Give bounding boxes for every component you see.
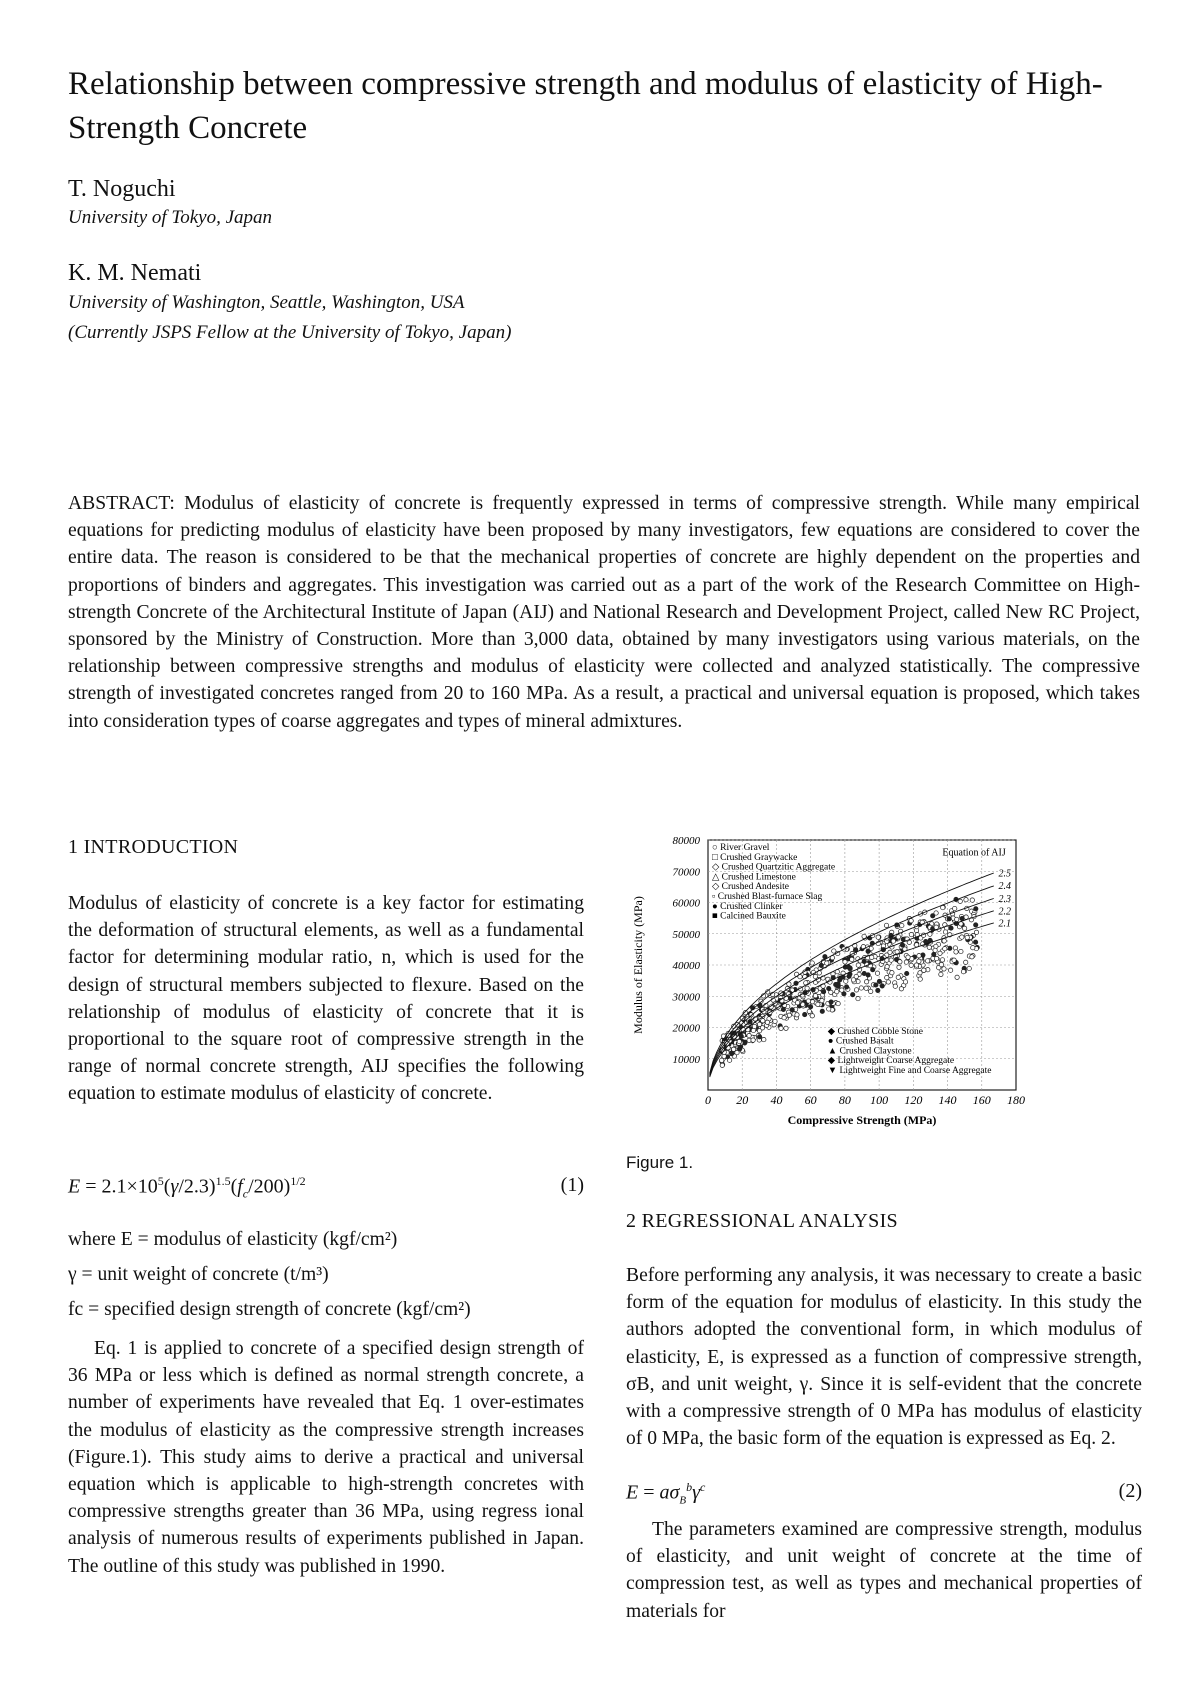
- data-point: [803, 1012, 807, 1016]
- y-tick-label: 60000: [672, 897, 700, 910]
- x-tick-label: 20: [736, 1093, 749, 1107]
- data-point: [876, 935, 880, 939]
- data-point: [952, 958, 956, 962]
- data-point: [876, 988, 880, 992]
- data-point: [974, 907, 978, 911]
- data-point: [765, 1020, 769, 1024]
- data-point: [909, 919, 913, 923]
- data-point: [964, 898, 968, 902]
- legend-item: △ Crushed Limestone: [712, 872, 796, 883]
- abstract: ABSTRACT: Modulus of elasticity of concrete is frequently expressed in terms of compressive strength. While many empirical equations for predicting modulus of elasticity have been proposed by many investigators, few equations are considered to cover the entire data. The reason is considered to be that the mechanical properties of concrete are highly dependent on the properties and proportions of binders and aggregates. This investigation was carried out as a part of the work of the Research Committee on High-strength Concrete of the Architectural Institute of Japan (AIJ) and National Research and Development Project, called New RC Project, sponsored by the Ministry of Construction. More than 3,000 data, obtained by many investigators using various materials, on the relationship between compressive strengths and modulus of elasticity were collected and analyzed statistically. The compressive strength of investigated concretes ranged from 20 to 160 MPa. As a result, a practical and universal equation is proposed, which takes into consideration types of coarse aggregates and types of mineral admixtures.: [68, 493, 1140, 732]
- x-tick-label: 0: [705, 1093, 711, 1107]
- legend-item: ○ River Gravel: [712, 843, 770, 853]
- data-point: [918, 977, 922, 981]
- data-point: [795, 1001, 799, 1005]
- data-point: [889, 958, 893, 962]
- data-point: [870, 955, 874, 959]
- data-point: [816, 1002, 820, 1006]
- data-point: [779, 1026, 783, 1030]
- data-point: [918, 971, 922, 975]
- data-point: [899, 987, 903, 991]
- intro-paragraph-2: Eq. 1 is applied to concrete of a specified design strength of 36 MPa or less which is defined as normal strength concrete, a number of experiments have revealed that Eq. 1 over-estimates the modulus of elasticity as the compressive strength increases (Figure.1). This study aims to derive a practical and universal equation which is applicable to high-strength concretes with compressive strengths greater than 36 MPa, using regress ional analysis of numerous results of experiments published in Japan. The outline of this study was published in 1990.: [68, 1338, 584, 1577]
- data-point: [720, 1058, 724, 1062]
- data-point: [932, 952, 936, 956]
- data-point: [885, 975, 889, 979]
- data-point: [927, 945, 931, 949]
- data-point: [795, 1013, 799, 1017]
- data-point: [896, 935, 900, 939]
- data-point: [955, 975, 959, 979]
- data-point: [970, 955, 974, 959]
- equation-1-number: (1): [560, 1174, 584, 1196]
- data-point: [820, 1009, 824, 1013]
- x-tick-label: 140: [938, 1093, 957, 1107]
- data-point: [761, 1019, 765, 1023]
- data-point: [862, 971, 866, 975]
- definition-gamma: γ = unit weight of concrete (t/m³): [68, 1264, 329, 1285]
- data-point: [954, 950, 958, 954]
- data-point: [730, 1051, 734, 1055]
- data-point: [880, 984, 884, 988]
- curve-label: 2.2: [998, 906, 1011, 918]
- data-point: [917, 954, 921, 958]
- regression-paragraph-2: The parameters examined are compressive strength, modulus of elasticity, and unit weight of concrete at the time of compression test, as well as types and mechanical properties of materials for: [626, 1519, 1142, 1622]
- data-point: [819, 963, 823, 967]
- legend-item: ● Crushed Basalt: [827, 1036, 894, 1047]
- data-point: [964, 960, 968, 964]
- intro-paragraph-1: Modulus of elasticity of concrete is a key factor for estimating the deformation of structural elements, as well as a fundamental factor for determining modular ratio, n, which is used for the design of structural members subjected to flexure. Based on the relationship of modulus of elasticity of concrete that it is proportional to the square root of compressive strength in the range of normal concrete strength, AIJ specifies the following equation to estimate modulus of elasticity of concrete.: [68, 893, 584, 1105]
- data-point: [962, 926, 966, 930]
- y-tick-label: 50000: [672, 928, 700, 941]
- data-point: [813, 994, 817, 998]
- data-point: [805, 986, 809, 990]
- data-point: [948, 968, 952, 972]
- data-point: [851, 993, 855, 997]
- x-tick-label: 60: [804, 1093, 817, 1107]
- data-point: [773, 1019, 777, 1023]
- data-point: [760, 1026, 764, 1030]
- data-point: [934, 925, 938, 929]
- legend-item: □ Crushed Graywacke: [712, 852, 798, 863]
- data-point: [884, 923, 888, 927]
- legend-item: ◆ Lightweight Coarse Aggregate: [827, 1056, 955, 1067]
- data-point: [810, 961, 814, 965]
- data-point: [825, 961, 829, 965]
- data-point: [974, 923, 978, 927]
- data-point: [854, 988, 858, 992]
- data-point: [762, 1037, 766, 1041]
- definition-E: where E = modulus of elasticity (kgf/cm²): [68, 1229, 398, 1250]
- curve-label: 2.5: [998, 868, 1011, 880]
- data-point: [900, 923, 904, 927]
- data-point: [940, 958, 944, 962]
- x-tick-label: 40: [770, 1093, 783, 1107]
- data-point: [820, 998, 824, 1002]
- data-point: [810, 1014, 814, 1018]
- data-point: [829, 1000, 833, 1004]
- data-point: [757, 1035, 761, 1039]
- data-point: [909, 932, 913, 936]
- y-tick-label: 40000: [672, 960, 700, 972]
- data-point: [856, 996, 860, 1000]
- data-point: [848, 966, 852, 970]
- data-point: [943, 930, 947, 934]
- author-name-2: K. M. Nemati: [68, 260, 202, 286]
- data-point: [871, 968, 875, 972]
- data-point: [747, 1033, 751, 1037]
- data-point: [827, 986, 831, 990]
- data-point: [965, 935, 969, 939]
- data-point: [781, 1007, 785, 1011]
- data-point: [735, 1050, 739, 1054]
- author-affiliation-2b: (Currently JSPS Fellow at the University of Tokyo, Japan): [68, 322, 512, 343]
- x-tick-label: 100: [870, 1093, 889, 1107]
- figure-1-chart: [626, 834, 1056, 1146]
- data-point: [939, 972, 943, 976]
- equation-1: $E = 2.1\times 10^5(\gamma/2.3)^{1.5}(f_c/200)^{1/2}$ (1): [68, 1174, 584, 1201]
- data-point: [906, 955, 910, 959]
- data-point: [844, 985, 848, 989]
- legend-item: ▼ Lightweight Fine and Coarse Aggregate: [827, 1065, 992, 1076]
- data-point: [959, 949, 963, 953]
- y-tick-label: 70000: [672, 866, 700, 879]
- curve-label: 2.1: [998, 918, 1011, 930]
- data-point: [897, 965, 901, 969]
- data-point: [949, 926, 953, 930]
- definition-fc: fc = specified design strength of concrete (kgf/cm²): [68, 1299, 471, 1320]
- data-point: [836, 1001, 840, 1005]
- section-2-heading: 2 REGRESSIONAL ANALYSIS: [626, 1210, 898, 1232]
- equation-1-definitions: [68, 1222, 584, 1327]
- data-point: [851, 978, 855, 982]
- legend-item: ■ Calcined Bauxite: [712, 911, 786, 922]
- data-point: [960, 935, 964, 939]
- curve-label: 2.4: [998, 881, 1011, 893]
- data-point: [941, 905, 945, 909]
- data-point: [827, 1007, 831, 1011]
- y-axis-label: Modulus of Elasticity (MPa): [631, 896, 645, 1034]
- data-point: [859, 986, 863, 990]
- data-point: [874, 983, 878, 987]
- y-tick-label: 20000: [672, 1022, 700, 1035]
- equation-2-number: (2): [1118, 1480, 1142, 1502]
- data-point: [875, 971, 879, 975]
- legend-item: ◇ Crushed Andesite: [712, 882, 789, 893]
- data-point: [893, 984, 897, 988]
- legend-item: ▫ Crushed Blast-furnace Slag: [712, 892, 823, 902]
- data-point: [886, 980, 890, 984]
- data-point: [720, 1063, 724, 1067]
- x-tick-label: 120: [904, 1093, 923, 1107]
- data-point: [970, 898, 974, 902]
- data-point: [862, 959, 866, 963]
- data-point: [885, 965, 889, 969]
- data-point: [934, 956, 938, 960]
- data-point: [807, 1009, 811, 1013]
- data-point: [934, 911, 938, 915]
- x-tick-label: 80: [838, 1093, 851, 1107]
- data-point: [955, 917, 959, 921]
- data-point: [844, 979, 848, 983]
- data-point: [909, 963, 913, 967]
- data-point: [961, 970, 965, 974]
- data-point: [925, 959, 929, 963]
- data-point: [737, 1039, 741, 1043]
- data-point: [782, 1016, 786, 1020]
- data-point: [938, 951, 942, 955]
- data-point: [856, 963, 860, 967]
- data-point: [943, 947, 947, 951]
- author-affiliation-1: University of Tokyo, Japan: [68, 207, 273, 228]
- data-point: [942, 939, 946, 943]
- data-point: [967, 966, 971, 970]
- data-point: [835, 989, 839, 993]
- data-point: [864, 986, 868, 990]
- legend-item: ▲ Crushed Claystone: [827, 1046, 912, 1057]
- data-point: [847, 974, 851, 978]
- data-point: [843, 960, 847, 964]
- data-point: [947, 917, 951, 921]
- data-point: [834, 982, 838, 986]
- regression-paragraph-1: Before performing any analysis, it was necessary to create a basic form of the equation for modulus of elasticity. In this study the authors adopted the conventional form, in which modulus of elasticity, E, is expressed as a function of compressive strength, σB, and unit weight, γ. Since it is self-evident that the concrete with a compressive strength of 0 MPa has modulus of elasticity of 0 MPa, the basic form of the equation is expressed as Eq. 2.: [626, 1265, 1142, 1450]
- author-affiliation-2a: University of Washington, Seattle, Washington, USA: [68, 292, 465, 313]
- author-name-1: T. Noguchi: [68, 176, 176, 202]
- data-point: [904, 960, 908, 964]
- x-tick-label: 160: [972, 1093, 991, 1107]
- section-1-heading: 1 INTRODUCTION: [68, 836, 239, 858]
- data-point: [850, 957, 854, 961]
- y-tick-label: 30000: [672, 991, 700, 1004]
- data-point: [751, 1038, 755, 1042]
- data-point: [905, 971, 909, 975]
- figure-caption: Figure 1.: [626, 1153, 694, 1172]
- data-point: [896, 975, 900, 979]
- y-tick-label: 10000: [672, 1053, 700, 1066]
- data-point: [890, 971, 894, 975]
- data-point: [806, 999, 810, 1003]
- y-tick-label: 80000: [672, 835, 700, 847]
- data-point: [840, 988, 844, 992]
- data-point: [971, 946, 975, 950]
- legend-item: ● Crushed Clinker: [712, 901, 783, 912]
- curve-label: 2.3: [998, 893, 1011, 905]
- data-point: [903, 980, 907, 984]
- data-point: [958, 899, 962, 903]
- data-point: [917, 959, 921, 963]
- data-point: [751, 1028, 755, 1032]
- data-point: [808, 1005, 812, 1009]
- data-point: [953, 906, 957, 910]
- data-point: [866, 949, 870, 953]
- data-point: [942, 967, 946, 971]
- data-point: [973, 940, 977, 944]
- data-point: [888, 950, 892, 954]
- x-tick-label: 180: [1007, 1093, 1025, 1107]
- equation-of-aij-label: Equation of AIJ: [942, 847, 1006, 859]
- x-axis-label: Compressive Strength (MPa): [787, 1113, 937, 1127]
- legend-item: ◇ Crushed Quartzitic Aggregate: [712, 862, 836, 873]
- data-point: [869, 989, 873, 993]
- data-point: [821, 990, 825, 994]
- paper-title: Relationship between compressive strength and modulus of elasticity of High-Strength Concrete: [68, 66, 1103, 146]
- data-point: [877, 979, 881, 983]
- legend-item: ◆ Crushed Cobble Stone: [827, 1026, 923, 1037]
- data-point: [784, 1026, 788, 1030]
- equation-2: $E = a\sigma_B^b\gamma^c$ (2): [626, 1480, 1142, 1507]
- data-point: [900, 943, 904, 947]
- data-point: [731, 1047, 735, 1051]
- data-point: [934, 944, 938, 948]
- data-point: [891, 939, 895, 943]
- data-point: [898, 960, 902, 964]
- data-point: [864, 980, 868, 984]
